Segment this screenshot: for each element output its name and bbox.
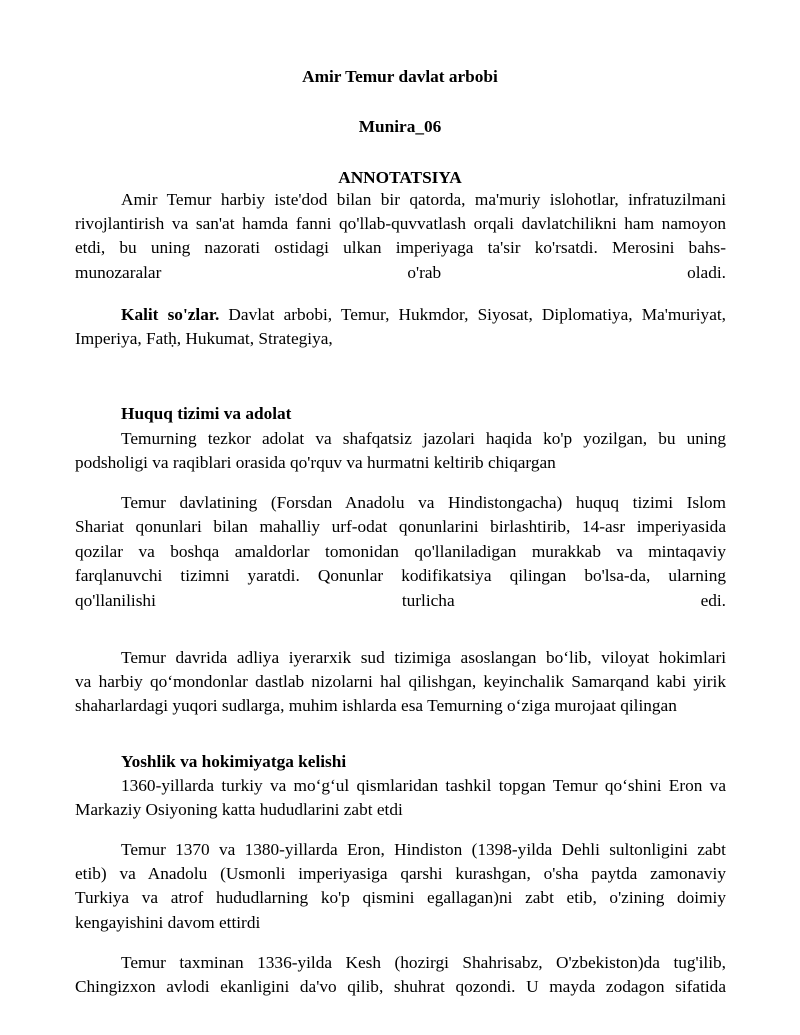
paragraph-line: Temurning tezkor adolat va shafqatsiz jazolari haqida ko'p yozilgan, bu uning — [121, 429, 726, 448]
paragraph-line: Temur davlatining (Forsdan Anadolu va Hindistongacha) huquq tizimi Islom — [121, 493, 726, 512]
abstract-line: rivojlantirish va san'at hamda fanni qo'llab-quvvatlash orqali davlatchilikni ham namoyon — [75, 214, 726, 233]
paragraph-line: Turkiya va atrof hududlarning ko'p qismini egallagan)ni zabt etib, o'zining doimiy — [75, 888, 726, 907]
keywords-label: Kalit so'zlar. — [121, 305, 220, 324]
keywords-line — [121, 303, 726, 327]
section-heading: Huquq tizimi va adolat — [121, 404, 292, 423]
section-heading: Yoshlik va hokimiyatga kelishi — [121, 752, 347, 771]
keywords-list: Davlat arbobi, Temur, Hukmdor, Siyosat, Diplomatiya, Ma'muriyat, — [228, 305, 726, 324]
paragraph-line: 1360-yillarda turkiy va mo‘g‘ul qismlaridan tashkil topgan Temur qo‘shini Eron va — [121, 776, 726, 795]
abstract-line: Amir Temur harbiy iste'dod bilan bir qatorda, ma'muriy islohotlar, infratuzilmani — [121, 190, 726, 209]
document-title: Amir Temur davlat arbobi — [302, 67, 498, 86]
abstract-line: munozaralar o'rab oladi. — [75, 263, 726, 282]
paragraph-line: kengayishini davom ettirdi — [75, 913, 261, 932]
document-author: Munira_06 — [358, 117, 442, 136]
keywords-line: Imperiya, Fatḥ, Hukumat, Strategiya, — [75, 329, 333, 348]
paragraph-line: farqlanuvchi tizimni yaratdi. Qonunlar kodifikatsiya qilingan bo'lsa-da, ularning — [75, 566, 726, 585]
paragraph-line: Chingizxon avlodi ekanligini da'vo qilib, shuhrat qozondi. U mayda zodagon sifatida — [75, 977, 726, 996]
annotation-heading: ANNOTATSIYA — [338, 168, 462, 187]
paragraph-line: Temur davrida adliya iyerarxik sud tizimiga asoslangan bo‘lib, viloyat hokimlari — [121, 648, 726, 667]
paragraph-line: etib) va Anadolu (Usmonli imperiyasiga qarshi kurashgan, o'sha paytda zamonaviy — [75, 864, 726, 883]
paragraph-line: Shariat qonunlari bilan mahalliy urf-odat qonunlarini birlashtirib, 14-asr imperiyasida — [75, 517, 726, 536]
paragraph-line: qozilar va boshqa amaldorlar tomonidan qo'llaniladigan murakkab va mintaqaviy — [75, 542, 726, 561]
abstract-line: etdi, bu uning nazorati ostidagi ulkan imperiyaga ta'sir ko'rsatdi. Merosini bahs- — [75, 238, 726, 257]
paragraph-line: va harbiy qo‘mondonlar dastlab nizolarni hal qilishgan, keyinchalik Samarqand kabi yirik — [75, 672, 726, 691]
paragraph-line: Markaziy Osiyoning katta hududlarini zabt etdi — [75, 800, 403, 819]
paragraph-line: Temur taxminan 1336-yilda Kesh (hozirgi Shahrisabz, O'zbekiston)da tug'ilib, — [121, 953, 726, 972]
paragraph-line: qo'llanilishi turlicha edi. — [75, 591, 726, 610]
paragraph-line: shaharlardagi yuqori sudlarga, muhim ishlarda esa Temurning o‘ziga murojaat qilingan — [75, 696, 677, 715]
paragraph-line: podsholigi va raqiblari orasida qo'rquv va hurmatni keltirib chiqargan — [75, 453, 556, 472]
paragraph-line: Temur 1370 va 1380-yillarda Eron, Hindiston (1398-yilda Dehli sultonligini zabt — [121, 840, 726, 859]
